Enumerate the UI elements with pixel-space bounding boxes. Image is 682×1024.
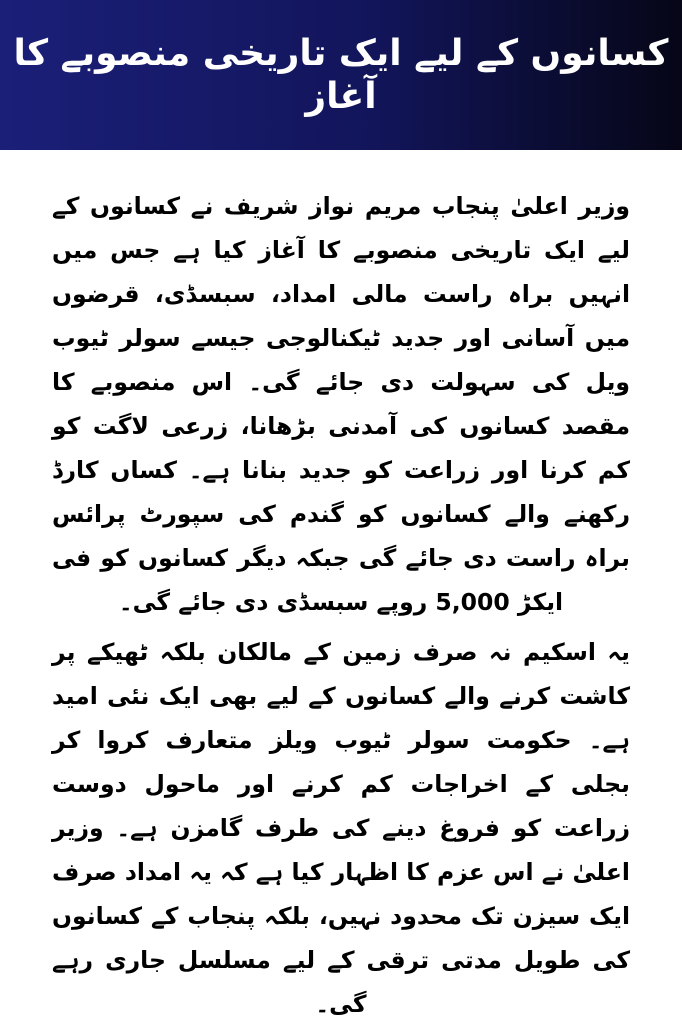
page-title: کسانوں کے لیے ایک تاریخی منصوبے کا آغاز — [13, 32, 669, 117]
article-paragraph-1: وزیر اعلیٰ پنجاب مریم نواز شریف نے کسانوں کے لیے ایک تاریخی منصوبے کا آغاز کیا ہے جس میں انہیں براہ راست مالی امداد، سبسڈی، قرضوں میں آسانی اور جدید ٹیکنالوجی جیسے سولر ٹیوب ویل کی سہولت دی جائے گی۔ اس منصوبے کا مقصد کسانوں کی آمدنی بڑھانا، زرعی لاگت کو کم کرنا اور زراعت کو جدید بنانا ہے۔ کساں کارڈ رکھنے والے کسانوں کو گندم کی سپورٹ پرائس براہ راست دی جائے گی جبکہ دیگر کسانوں کو فی ایکڑ 5,000 روپے سبسڈی دی جائے گی۔ — [52, 192, 630, 616]
header-banner — [0, 0, 682, 150]
article-paragraph-2: یہ اسکیم نہ صرف زمین کے مالکان بلکہ ٹھیکے پر کاشت کرنے والے کسانوں کے لیے بھی ایک نئی امید ہے۔ حکومت سولر ٹیوب ویلز متعارف کروا کر بجلی کے اخراجات کم کرنے اور ماحول دوست زراعت کو فروغ دینے کی طرف گامزن ہے۔ وزیر اعلیٰ نے اس عزم کا اظہار کیا ہے کہ یہ امداد صرف ایک سیزن تک محدود نہیں، بلکہ پنجاب کے کسانوں کی طویل مدتی ترقی کے لیے مسلسل جاری رہے گی۔ — [52, 638, 630, 1018]
